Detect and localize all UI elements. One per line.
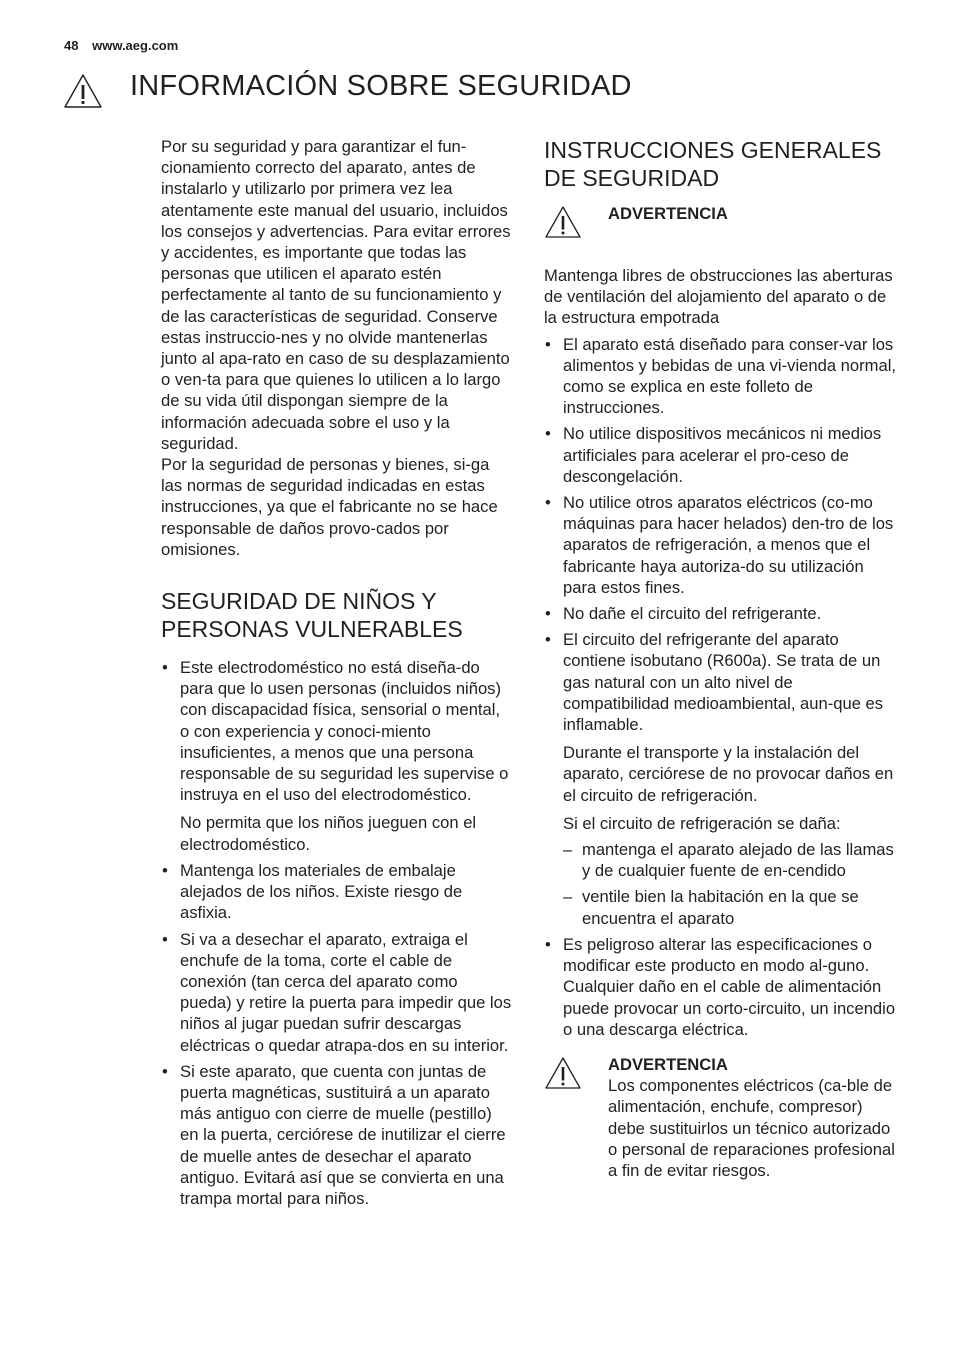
warning-title: ADVERTENCIA <box>608 204 728 223</box>
intro-paragraph-2: Por la seguridad de personas y bienes, si-ga las normas de seguridad indicadas en estas instrucciones, ya que el fabricante no se hace responsable de daños provo-cados por omisiones. <box>161 455 498 559</box>
dash-list <box>563 839 896 929</box>
warning-triangle-icon <box>544 205 582 239</box>
ventilation-paragraph: Mantenga libres de obstrucciones las aberturas de ventilación del alojamiento del aparato o de la estructura empotrada <box>544 266 893 328</box>
general-safety-list <box>544 334 896 1040</box>
children-safety-list <box>161 657 513 1209</box>
section-title-general: INSTRUCCIONES GENERALES DE SEGURIDAD <box>544 137 882 191</box>
list-item: • El aparato está diseñado para conser-var los alimentos y bebidas de una vi-vienda normal, como se explica en este folleto de instrucciones. <box>544 334 896 419</box>
list-item-note: Durante el transporte y la instalación del aparato, cerciórese de no provocar daños en el circuito de refrigeración. <box>563 743 894 805</box>
website-url: www.aeg.com <box>92 38 179 53</box>
warning-triangle-icon <box>63 73 103 109</box>
list-item: • El circuito del refrigerante del aparato contiene isobutano (R600a). Se trata de un gas natural con un alto nivel de compatibilidad medioambiental, aun-que es inflamable. Durante el transporte y la instalación del aparato, cerciórese de no provocar daños en el circuito de refrigeración. Si el circuito de refrigeración se daña: – mantenga el aparato alejado de las llamas y de cualquier fuente de en-cendido – ventile bien la habitación en la que se encuentra el aparato <box>544 629 896 929</box>
list-item: • Si este aparato, que cuenta con juntas de puerta magnéticas, sustituirá a un aparato más antiguo con cierre de muelle (pestillo) en la puerta, cerciórese de inutilizar el cierre de muelle antes de desechar el aparato antiguo. Evitará así que se convierta en una trampa mortal para niños. <box>161 1061 513 1209</box>
list-item: • Este electrodoméstico no está diseña-do para que lo usen personas (incluidos niños) con discapacidad física, sensorial o mental, o con experiencia y conoci-miento insuficientes, a menos que una persona responsable de su seguridad les supervise o instruya en el uso del electrodoméstico. No permita que los niños jueguen con el electrodoméstico. <box>161 657 513 855</box>
dash-item: – ventile bien la habitación en la que se encuentra el aparato <box>563 886 896 928</box>
list-item-note: Si el circuito de refrigeración se daña: <box>563 813 841 833</box>
list-item: • No utilice otros aparatos eléctricos (co-mo máquinas para hacer helados) den-tro de los aparatos de refrigeración, a menos que el fabricante haya autoriza-do su utilización para estos fines. <box>544 492 896 598</box>
right-column <box>544 136 896 1181</box>
section-title-children: SEGURIDAD DE NIÑOS Y PERSONAS VULNERABLES <box>161 588 463 643</box>
warning-title: ADVERTENCIA <box>608 1054 728 1074</box>
warning-triangle-icon <box>544 1056 582 1090</box>
page-title: INFORMACIÓN SOBRE SEGURIDAD <box>130 70 632 102</box>
list-item: • Es peligroso alterar las especificaciones o modificar este producto en modo al-guno. Cualquier daño en el cable de alimentación puede provocar un corto-circuito, un incendio o una descarga eléctrica. <box>544 934 896 1040</box>
warning-block <box>544 203 896 265</box>
list-item: • Mantenga los materiales de embalaje alejados de los niños. Existe riesgo de asfixia. <box>161 860 513 924</box>
list-item: • Si va a desechar el aparato, extraiga el enchufe de la toma, corte el cable de conexión (tan cerca del aparato como pueda) y retire la puerta para impedir que los niños al jugar puedan sufrir descargas eléctricas o quedar atrapa-dos en su interior. <box>161 929 513 1056</box>
dash-item: – mantenga el aparato alejado de las llamas y de cualquier fuente de en-cendido <box>563 839 896 881</box>
intro-paragraph: Por su seguridad y para garantizar el fun-cionamiento correcto del aparato, antes de instalarlo y utilizarlo por primera vez lea atentamente este manual del usuario, incluidos los consejos y advertencias. Para evitar errores y accidentes, es importante que todas las personas que utilicen el aparato estén perfectamente al tanto de su funcionamiento y de las características de seguridad. Conserve estas instruccio-nes y no olvide mantenerlas junto al apa-rato en caso de su desplazamiento o ven-ta para que quienes lo utilicen a lo largo de su vida útil dispongan siempre de la información adecuada sobre el uso y la seguridad. <box>161 137 511 453</box>
list-item: • No dañe el circuito del refrigerante. <box>544 603 896 624</box>
page-number: 48 <box>64 38 79 53</box>
left-column <box>161 136 513 1214</box>
warning-block-electrical <box>544 1054 896 1181</box>
list-item-note: No permita que los niños jueguen con el electrodoméstico. <box>180 813 477 854</box>
warning-text: Los componentes eléctricos (ca-ble de alimentación, enchufe, compresor) debe sustituirlos un técnico autorizado o personal de reparaciones profesional a fin de evitar riesgos. <box>608 1076 895 1180</box>
page-header <box>64 38 188 53</box>
list-item: • No utilice dispositivos mecánicos ni medios artificiales para acelerar el pro-ceso de descongelación. <box>544 423 896 487</box>
